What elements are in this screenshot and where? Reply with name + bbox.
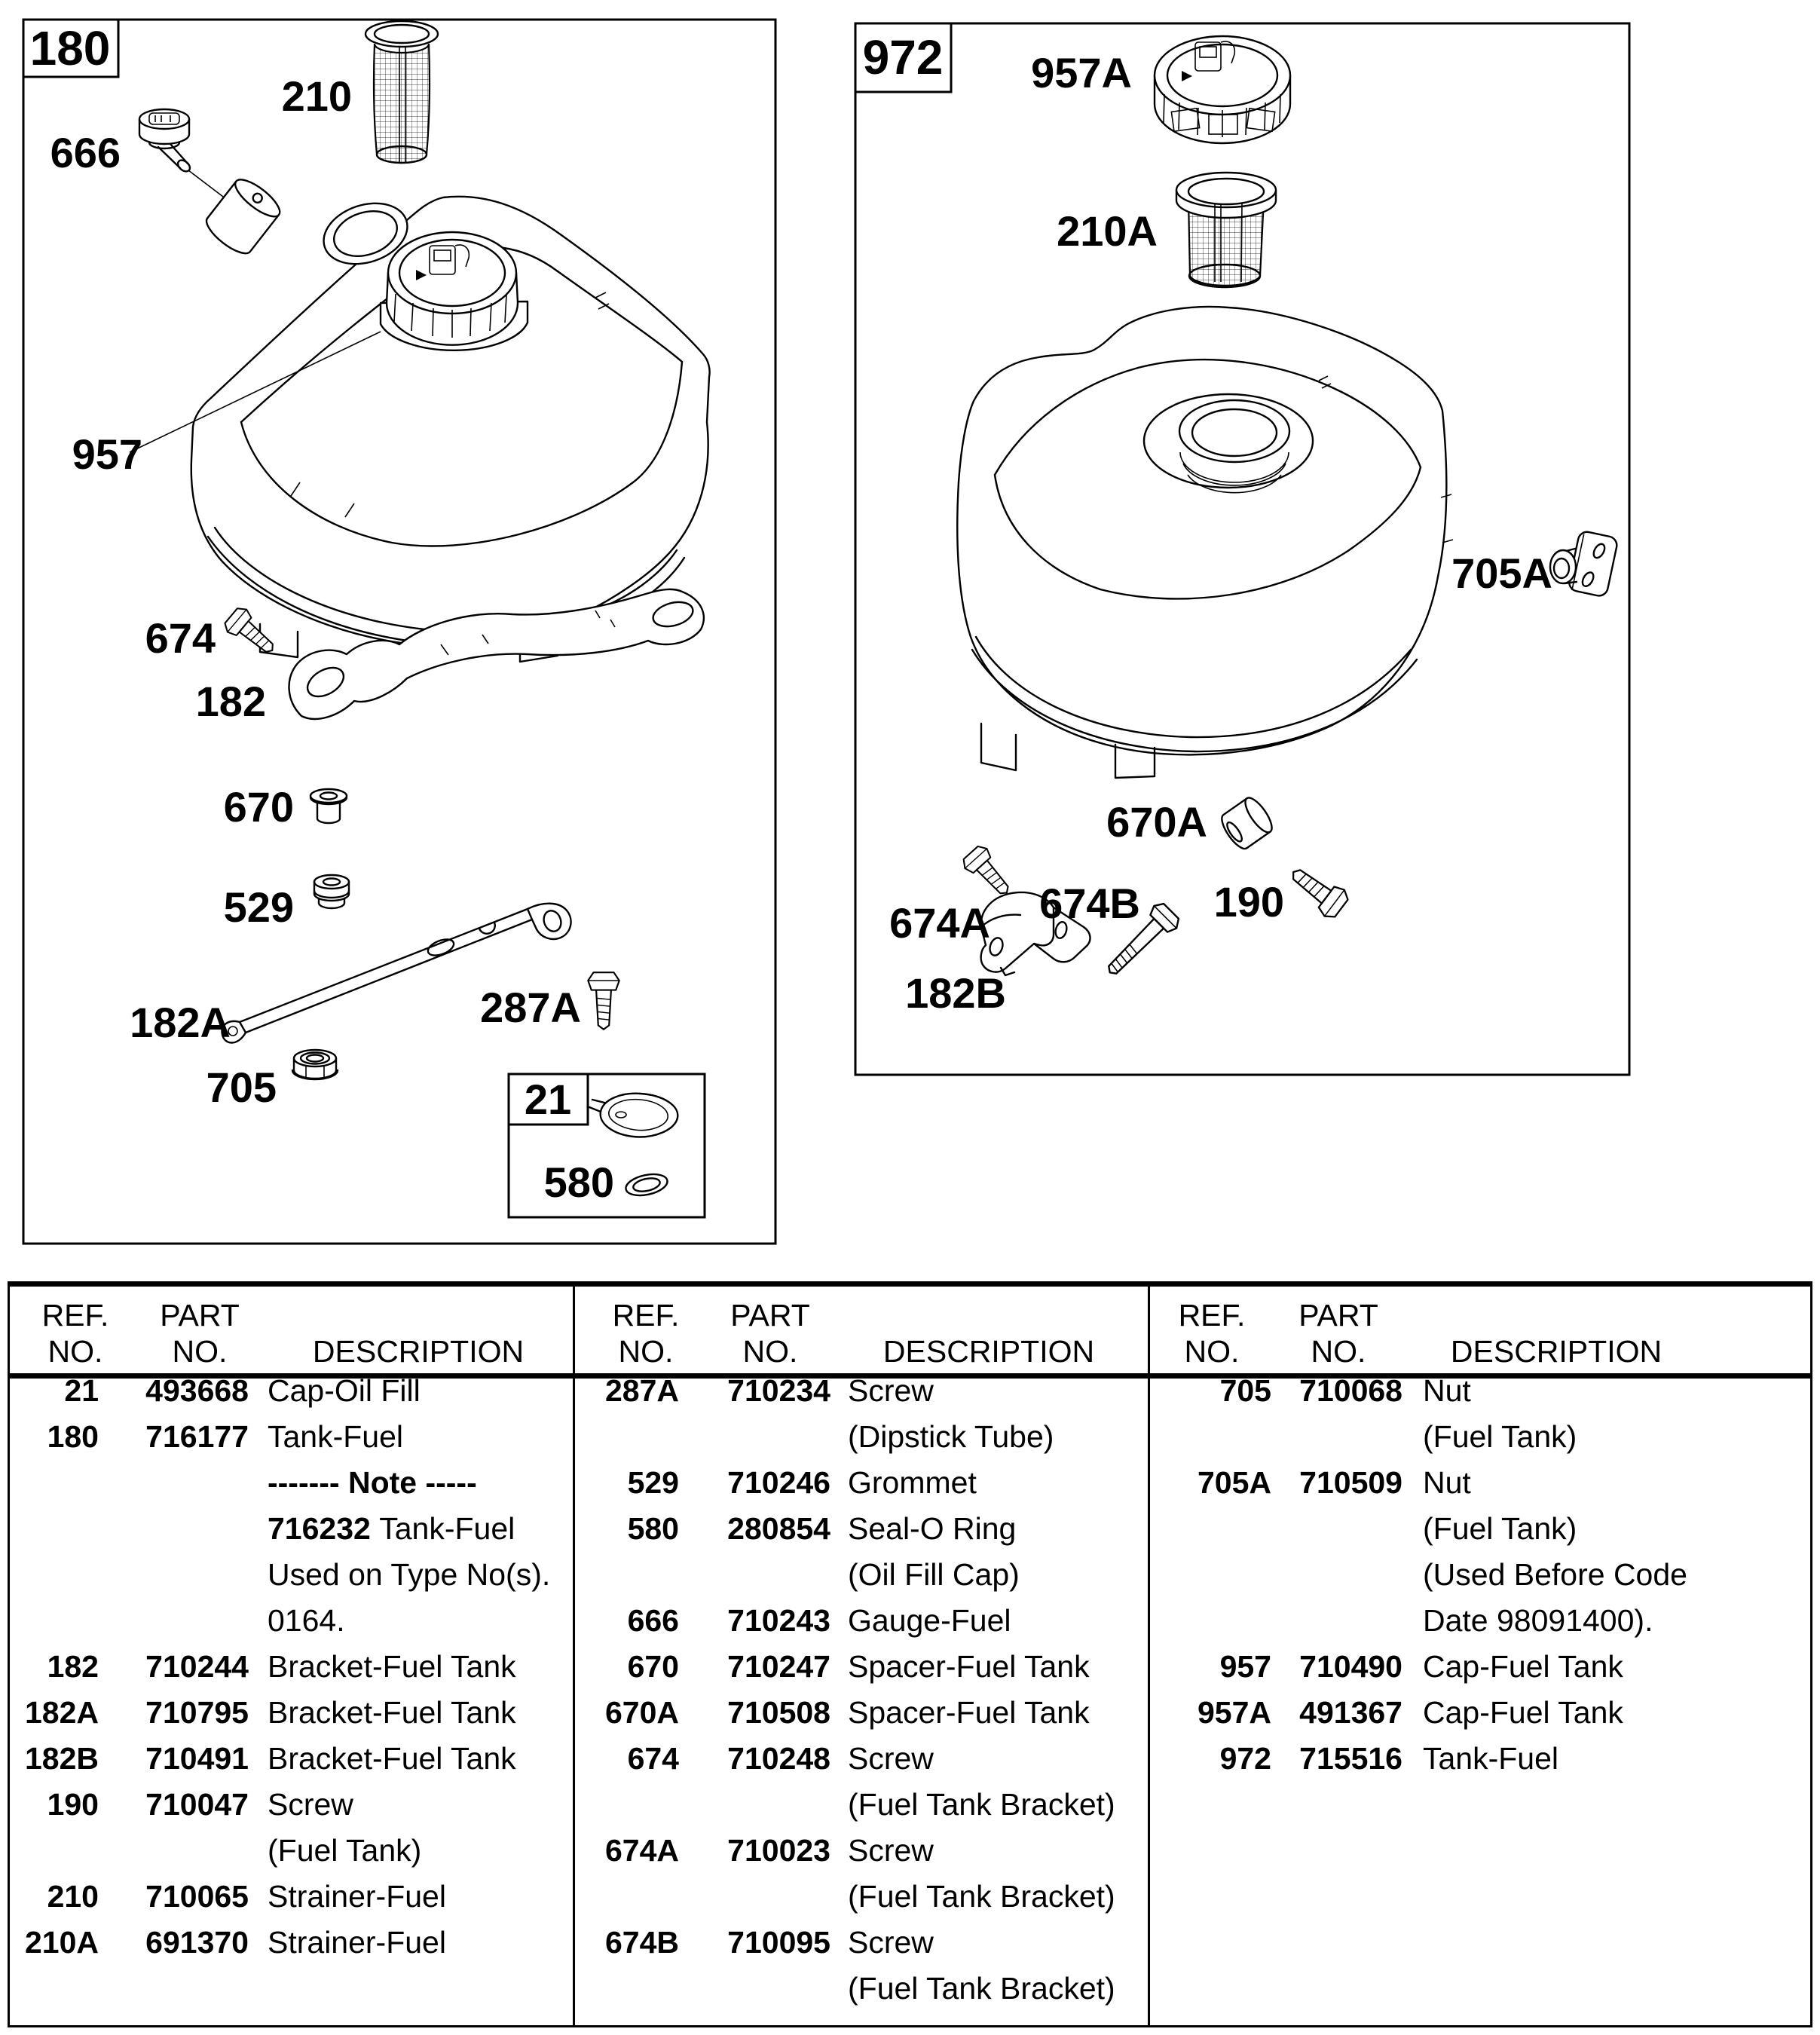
ref-no-cell: 957 (1219, 1649, 1271, 1684)
oil-fill-cap-21-drawing (589, 1094, 678, 1137)
description-cell: Nut (1423, 1373, 1471, 1408)
ref-no-cell (573, 1874, 679, 1920)
table-row (1148, 1736, 1809, 1782)
header-ref: REF. (41, 1298, 109, 1333)
header-ref-no: NO. (47, 1334, 103, 1369)
description-cell: Tank-Fuel (1423, 1741, 1559, 1776)
screw-287a-drawing (588, 972, 619, 1030)
description-cell: 0164. (268, 1603, 345, 1638)
part-no-cell (679, 1552, 830, 1598)
description-cell: Tank-Fuel (268, 1419, 404, 1454)
ref-no-cell: 529 (627, 1465, 679, 1500)
table-row (1148, 1460, 1809, 1506)
inset-21-number: 21 (524, 1076, 572, 1123)
ref-no-cell: 666 (627, 1603, 679, 1638)
label-182b: 182B (905, 969, 1006, 1017)
part-no-cell: 710234 (727, 1373, 830, 1408)
part-no-cell: 710490 (1299, 1649, 1402, 1684)
ref-no-cell (8, 1598, 99, 1644)
table-row (8, 1552, 569, 1598)
ref-no-cell: 957A (1197, 1695, 1271, 1730)
part-no-cell: 710795 (145, 1695, 249, 1730)
header-part: PART (1298, 1298, 1378, 1333)
description-cell: Strainer-Fuel (268, 1879, 446, 1914)
part-no-cell: 493668 (145, 1373, 249, 1408)
description-cell: Screw (848, 1833, 934, 1868)
ref-no-cell: 972 (1219, 1741, 1271, 1776)
strainer-210a-drawing (1176, 173, 1276, 287)
ref-no-cell: 705A (1197, 1465, 1271, 1500)
header-part-no: NO. (742, 1334, 798, 1369)
description-cell: Bracket-Fuel Tank (268, 1695, 516, 1730)
header-ref: REF. (612, 1298, 680, 1333)
part-no-cell (1271, 1552, 1402, 1598)
ref-no-cell: 580 (627, 1511, 679, 1546)
label-666: 666 (50, 129, 121, 176)
part-no-cell: 710247 (727, 1649, 830, 1684)
description-cell: Grommet (848, 1465, 977, 1500)
ref-no-cell (1148, 1414, 1271, 1460)
ref-no-cell: 21 (64, 1373, 99, 1408)
description-cell: Bracket-Fuel Tank (268, 1741, 516, 1776)
description-cell: (Fuel Tank) (268, 1833, 422, 1868)
ref-no-cell (1148, 1598, 1271, 1644)
label-190: 190 (1213, 878, 1284, 926)
nut-705-drawing (292, 1050, 338, 1079)
ref-no-cell (8, 1460, 99, 1506)
description-cell: Spacer-Fuel Tank (848, 1695, 1090, 1730)
ref-no-cell: 674A (604, 1833, 679, 1868)
strainer-210-drawing (366, 21, 438, 163)
description-cell: Nut (1423, 1465, 1471, 1500)
description-cell: Screw (848, 1373, 934, 1408)
diagram-972-number: 972 (862, 30, 944, 84)
header-part-no: NO. (1311, 1334, 1366, 1369)
ref-no-cell: 190 (47, 1787, 99, 1822)
header-ref-no: NO. (1184, 1334, 1240, 1369)
table-column-1 (8, 1368, 569, 1966)
ref-no-cell: 674 (627, 1741, 679, 1776)
part-no-cell: 710509 (1299, 1465, 1402, 1500)
header-ref: REF. (1178, 1298, 1246, 1333)
description-cell: ------- Note ----- (268, 1465, 477, 1500)
description-cell: Bracket-Fuel Tank (268, 1649, 516, 1684)
nut-705a-drawing (1550, 531, 1619, 598)
screw-190-drawing (1283, 859, 1351, 922)
ref-no-cell (573, 1552, 679, 1598)
description-cell: (Fuel Tank) (1423, 1419, 1577, 1454)
table-row (8, 1644, 569, 1690)
description-cell: Spacer-Fuel Tank (848, 1649, 1090, 1684)
label-529: 529 (223, 883, 294, 931)
table-row (8, 1782, 569, 1828)
label-957a: 957A (1031, 49, 1132, 96)
part-no-cell (679, 1782, 830, 1828)
header-part: PART (160, 1298, 240, 1333)
header-description: DESCRIPTION (312, 1334, 525, 1369)
label-210: 210 (281, 72, 352, 120)
table-row (573, 1552, 1146, 1598)
description-cell: Screw (848, 1925, 934, 1960)
table-row (8, 1736, 569, 1782)
table-row (1148, 1552, 1809, 1598)
fuel-tank-972-drawing (957, 307, 1453, 778)
label-674a: 674A (889, 899, 990, 947)
header-part-no: NO. (172, 1334, 228, 1369)
part-no-cell: 716177 (145, 1419, 249, 1454)
description-cell: 716232 Tank-Fuel (268, 1511, 515, 1546)
header-description: DESCRIPTION (1450, 1334, 1662, 1369)
description-cell: (Fuel Tank Bracket) (848, 1879, 1115, 1914)
table-row (1148, 1414, 1809, 1460)
description-cell: Cap-Fuel Tank (1423, 1649, 1623, 1684)
part-no-cell (99, 1598, 249, 1644)
table-row (1148, 1690, 1809, 1736)
ref-no-cell: 210 (47, 1879, 99, 1914)
description-cell: Gauge-Fuel (848, 1603, 1011, 1638)
description-cell: Strainer-Fuel (268, 1925, 446, 1960)
ref-no-cell (573, 1966, 679, 2012)
part-no-cell: 710248 (727, 1741, 830, 1776)
ref-no-cell: 210A (24, 1925, 99, 1960)
ref-no-cell: 182B (24, 1741, 99, 1776)
table-row (573, 1920, 1146, 1966)
part-no-cell: 710023 (727, 1833, 830, 1868)
description-cell: Used on Type No(s). (268, 1557, 551, 1592)
table-row (1148, 1506, 1809, 1552)
part-no-cell: 715516 (1299, 1741, 1402, 1776)
header-part: PART (730, 1298, 810, 1333)
ref-no-cell: 670A (604, 1695, 679, 1730)
ref-no-cell (573, 1414, 679, 1460)
part-no-cell: 710491 (145, 1741, 249, 1776)
part-no-cell (1271, 1414, 1402, 1460)
part-no-cell (99, 1460, 249, 1506)
label-580: 580 (543, 1158, 614, 1206)
label-182a: 182A (130, 999, 231, 1046)
label-674: 674 (145, 614, 216, 662)
ref-no-cell (8, 1552, 99, 1598)
ref-no-cell: 287A (604, 1373, 679, 1408)
fuel-cap-957-drawing (381, 232, 528, 350)
part-no-cell (1271, 1506, 1402, 1552)
label-182: 182 (195, 678, 266, 725)
spacer-670-drawing (310, 789, 347, 823)
label-670a: 670A (1106, 798, 1207, 846)
table-row (573, 1460, 1146, 1506)
fuel-gauge-666-drawing (139, 109, 285, 259)
description-cell: (Fuel Tank) (1423, 1511, 1577, 1546)
part-no-cell: 491367 (1299, 1695, 1402, 1730)
description-cell: Screw (268, 1787, 353, 1822)
description-cell: (Fuel Tank Bracket) (848, 1787, 1115, 1822)
table-row (573, 1644, 1146, 1690)
fuel-cap-957a-drawing (1155, 36, 1290, 143)
part-no-cell (679, 1414, 830, 1460)
table-row (573, 1506, 1146, 1552)
part-no-cell: 710243 (727, 1603, 830, 1638)
table-row (573, 1414, 1146, 1460)
table-row (573, 1874, 1146, 1920)
table-border-top (8, 1281, 1812, 1287)
table-row (8, 1460, 569, 1506)
table-row (8, 1368, 569, 1414)
table-row (573, 1736, 1146, 1782)
part-no-cell: 710047 (145, 1787, 249, 1822)
table-row (573, 1828, 1146, 1874)
label-705: 705 (206, 1063, 277, 1111)
label-705a: 705A (1451, 549, 1552, 597)
ref-no-cell: 180 (47, 1419, 99, 1454)
part-no-cell: 710508 (727, 1695, 830, 1730)
table-row (1148, 1644, 1809, 1690)
table-row (8, 1920, 569, 1966)
part-no-cell (99, 1828, 249, 1874)
table-row (8, 1828, 569, 1874)
ref-no-cell (8, 1828, 99, 1874)
description-cell: (Fuel Tank Bracket) (848, 1971, 1115, 2006)
table-row (1148, 1598, 1809, 1644)
table-column-2 (573, 1368, 1146, 2012)
spacer-670a-drawing (1217, 794, 1276, 853)
part-no-cell: 710244 (145, 1649, 249, 1684)
part-no-cell: 691370 (145, 1925, 249, 1960)
part-no-cell (679, 1966, 830, 2012)
header-ref-no: NO. (618, 1334, 674, 1369)
table-row (573, 1598, 1146, 1644)
part-no-cell (679, 1874, 830, 1920)
ref-no-cell: 182 (47, 1649, 99, 1684)
ref-no-cell: 674B (604, 1925, 679, 1960)
description-cell: Cap-Fuel Tank (1423, 1695, 1623, 1730)
description-cell: (Oil Fill Cap) (848, 1557, 1020, 1592)
table-row (1148, 1368, 1809, 1414)
header-description: DESCRIPTION (882, 1334, 1095, 1369)
label-674b: 674B (1039, 880, 1140, 927)
part-no-cell: 710246 (727, 1465, 830, 1500)
inset-box-21 (509, 1074, 705, 1217)
part-no-cell: 710068 (1299, 1373, 1402, 1408)
description-cell: Cap-Oil Fill (268, 1373, 421, 1408)
description-cell: Screw (848, 1741, 934, 1776)
table-row (8, 1874, 569, 1920)
description-cell: Seal-O Ring (848, 1511, 1017, 1546)
table-row (8, 1598, 569, 1644)
part-no-cell: 710065 (145, 1879, 249, 1914)
ref-no-cell: 670 (627, 1649, 679, 1684)
table-row (8, 1506, 569, 1552)
description-cell: (Dipstick Tube) (848, 1419, 1054, 1454)
label-210a: 210A (1057, 207, 1158, 255)
fuel-tank-180-drawing (130, 193, 710, 662)
ref-no-cell (573, 1782, 679, 1828)
label-957: 957 (72, 430, 142, 478)
description-cell: (Used Before Code (1423, 1557, 1687, 1592)
part-no-cell (99, 1506, 249, 1552)
part-no-cell: 710095 (727, 1925, 830, 1960)
table-border-right (1810, 1281, 1812, 2027)
table-row (8, 1414, 569, 1460)
diagram-180-number: 180 (29, 21, 111, 75)
part-no-cell (99, 1552, 249, 1598)
part-no-cell: 280854 (727, 1511, 830, 1546)
table-row (8, 1690, 569, 1736)
part-no-cell (1271, 1598, 1402, 1644)
label-670: 670 (223, 783, 294, 831)
ref-no-cell: 182A (24, 1695, 99, 1730)
grommet-529-drawing (314, 875, 349, 908)
ref-no-cell: 705 (1219, 1373, 1271, 1408)
table-row (573, 1782, 1146, 1828)
diagram-972 (855, 23, 1630, 1076)
seal-o-ring-580-drawing (624, 1171, 669, 1198)
table-row (573, 1966, 1146, 2012)
description-cell: Date 98091400). (1423, 1603, 1653, 1638)
table-row (573, 1690, 1146, 1736)
table-border-bottom (8, 2025, 1812, 2027)
ref-no-cell (8, 1506, 99, 1552)
table-column-3 (1148, 1368, 1809, 1782)
diagram-180 (23, 19, 776, 1245)
ref-no-cell (1148, 1506, 1271, 1552)
ref-no-cell (1148, 1552, 1271, 1598)
table-row (573, 1368, 1146, 1414)
label-287a: 287A (480, 984, 581, 1031)
